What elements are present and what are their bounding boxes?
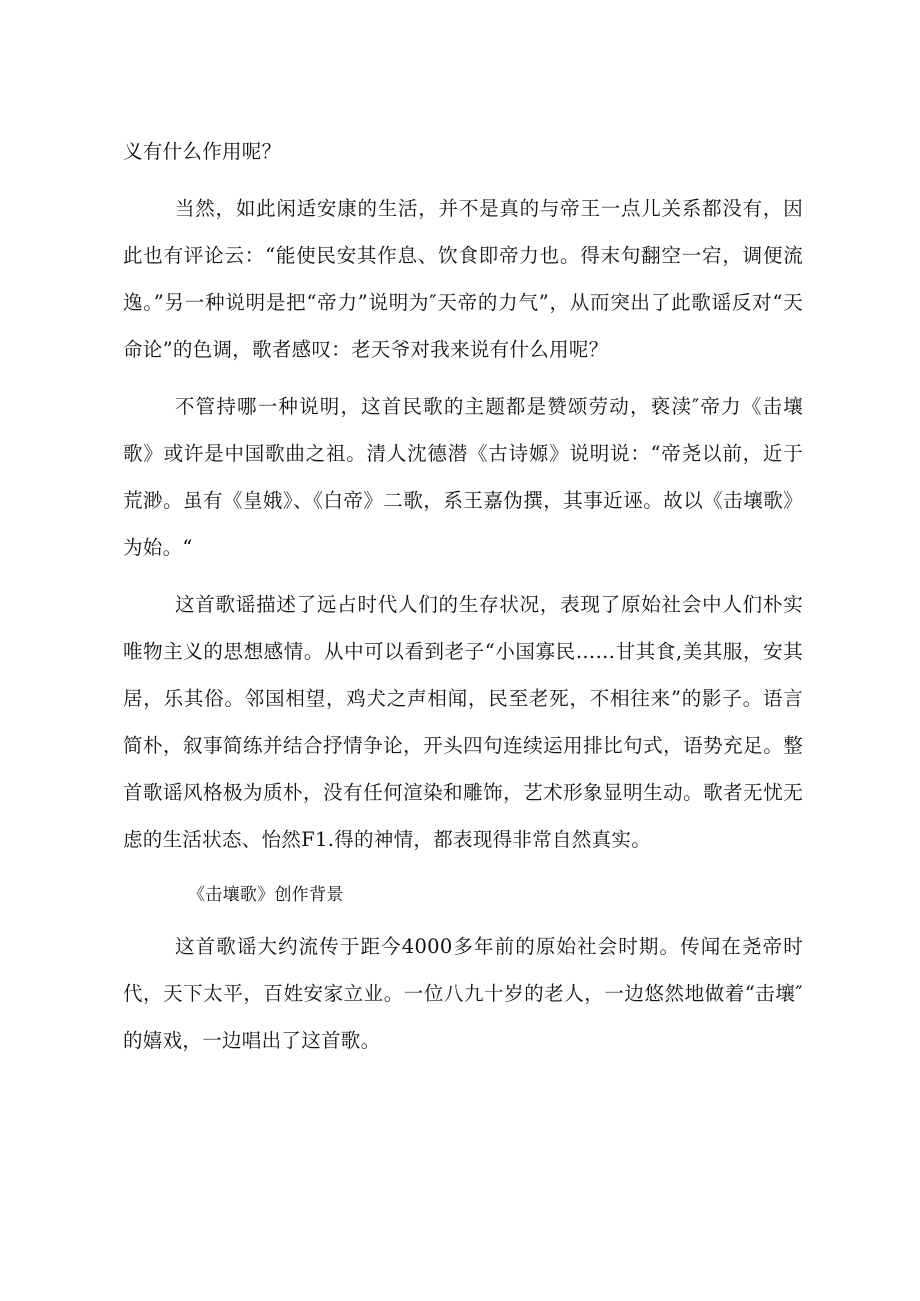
section-heading: 《击壤歌》创作背景: [188, 885, 344, 905]
paragraph-continuation: 义有什么作用呢？: [123, 140, 282, 163]
paragraph-background: 这首歌谣大约流传于距今4000多年前的原始社会时期。传闻在尧帝时代，天下太平，百姓安家立业。一位八九十岁的老人，一边悠然地做着“击壤″的嬉戏，一边唱出了这首歌。: [123, 935, 803, 1052]
paragraph-song-origin: 不管持哪一种说明，这首民歌的主题都是赞颂劳动，亵渎″帝力《击壤歌》或许是中国歌曲之祖。清人沈德潜《古诗嫄》说明说：“帝尧以前，近于荒渺。虽有《皇娥》、《白帝》二歌，系王嘉伪撰，其事近诬。故以《击壤歌》为始。“: [123, 395, 803, 559]
document-body: [123, 128, 803, 1064]
paragraph-emperor-power: 当然，如此闲适安康的生活，并不是真的与帝王一点儿关系都没有，因此也有评论云：“能使民安其作息、饮食即帝力也。得末句翻空一宕，调便流逸。”另一种说明是把“帝力”说明为″天帝的力气”，从而突出了此歌谣反对“天命论”的色调，歌者感叹：老天爷对我来说有什么用呢？: [123, 197, 803, 361]
paragraph-song-analysis: 这首歌谣描述了远占时代人们的生存状况，表现了原始社会中人们朴实唯物主义的思想感情。从中可以看到老子“小国寡民……甘其食,美其服，安其居，乐其俗。邻国相望，鸡犬之声相闻，民至老死，不相往来”的影子。语言简朴，叙事简练并结合抒情争论，开头四句连续运用排比句式，语势充足。整首歌谣风格极为质朴，没有任何渲染和雕饰，艺术形象显明生动。歌者无忧无虑的生活状态、怡然F1.得的神情，都表现得非常自然真实。: [123, 593, 803, 851]
